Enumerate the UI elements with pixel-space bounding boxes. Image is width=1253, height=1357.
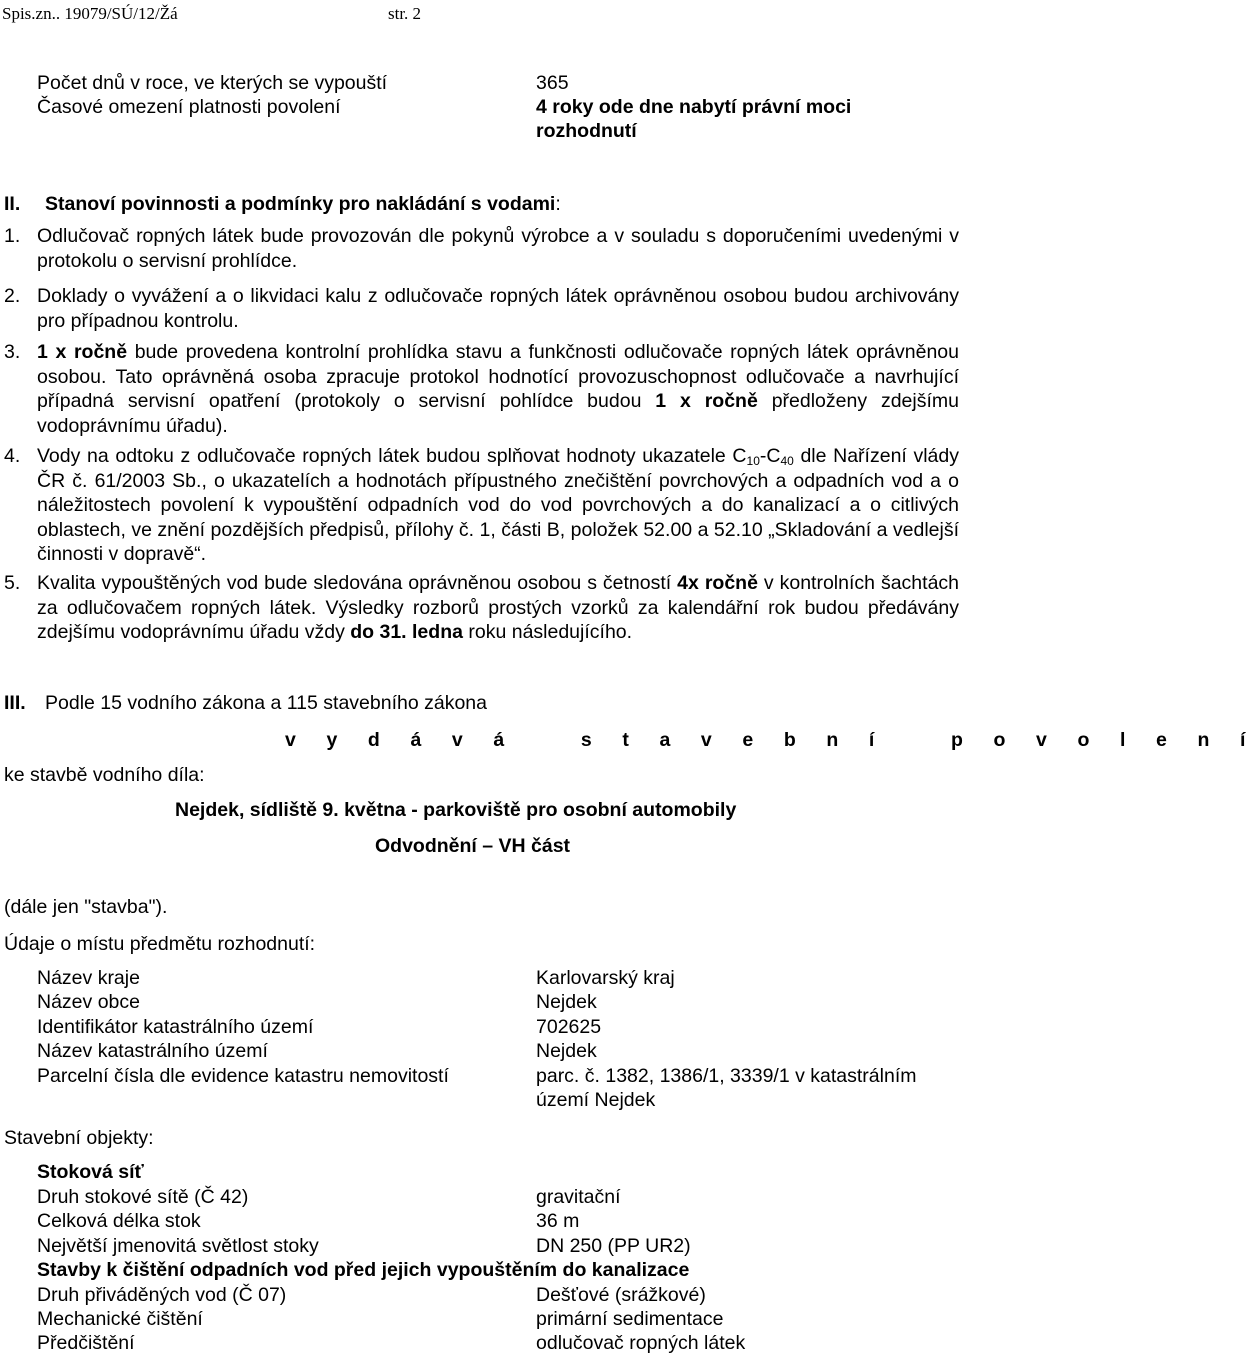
item-4-text: Vody na odtoku z odlučovače ropných látek budou splňovat hodnoty ukazatele $C_{10}-C_{40}$ dle Nařízení vlády ČR č. 61/2003 Sb., o ukazatelích a hodnotách přípustného znečištění povrchových a odpadních vod a o náležitostech povolení k vypouštění odpadních vod do vod povrchových a do kanalizací a o citlivých oblastech, ve znění pozdějších předpisů, přílohy č. 1, části B, položek 52.00 a 52.10 „Skladování a vedlejší činnosti v dopravě“. [37,445,959,565]
item-1-number: 1. [4,225,21,247]
days-label: Počet dnů v roce, ve kterých se vypouští [37,72,388,94]
inflow-type-value: Dešťové (srážkové) [536,1284,706,1306]
project-subtitle: Odvodnění – VH část [375,835,571,857]
section-2-numeral: II. [4,193,21,215]
item-3-text: 1 x ročně bude provedena kontrolní prohlídka stavu a funkčnosti odlučovače ropných látek oprávněnou osobou. Tato oprávněná osoba zpracuje protokol hodnotící provozuschopnost odlučovače a navrhující případná servisní opatření (protokoly o servisní pohlídce budou 1 x ročně předloženy zdejšímu vodoprávnímu úřadu). [37,341,959,437]
mechanical-treatment-value: primární sedimentace [536,1308,724,1330]
mechanical-treatment-label: Mechanické čištění [37,1308,203,1330]
document-reference: Spis.zn.. 19079/SÚ/12/Žá [2,4,178,23]
sewer-length-label: Celková délka stok [37,1210,201,1232]
sewer-heading: Stoková síť [37,1161,144,1183]
region-label: Název kraje [37,967,140,989]
item-5-number: 5. [4,572,21,594]
sewer-type-label: Druh stokové sítě (Č 42) [37,1186,249,1208]
cadastral-name-value: Nejdek [536,1040,597,1062]
objects-title: Stavební objekty: [4,1127,154,1149]
sewer-diameter-value: DN 250 (PP UR2) [536,1235,691,1257]
validity-value-line1: 4 roky ode dne nabytí právní moci [536,96,852,118]
location-title: Údaje o místu předmětu rozhodnutí: [4,933,316,955]
item-1-text: Odlučovač ropných látek bude provozován dle pokynů výrobce a v souladu s doporučeními uvedenými v protokolu o servisní prohlídce. [37,225,959,272]
treatment-heading: Stavby k čištění odpadních vod před jejich vypouštěním do kanalizace [37,1259,690,1281]
sewer-length-value: 36 m [536,1210,580,1232]
cadastral-id-value: 702625 [536,1016,602,1038]
hereinafter-note: (dále jen "stavba"). [4,896,168,918]
inflow-type-label: Druh přiváděných vod (Č 07) [37,1284,287,1306]
region-value: Karlovarský kraj [536,967,675,989]
item-2-text: Doklady o vyvážení a o likvidaci kalu z odlučovače ropných látek oprávněnou osobou budou archivovány pro případnou kontrolu. [37,285,959,332]
parcels-value-line1: parc. č. 1382, 1386/1, 3339/1 v katastrálním [536,1065,917,1087]
section-3-numeral: III. [4,692,26,714]
pretreatment-label: Předčištění [37,1332,135,1354]
issues-permit-heading: v y d á v á s t a v e b n í p o v o l e n í [285,729,1253,751]
parcels-value-line2: území Nejdek [536,1089,656,1111]
municipality-label: Název obce [37,991,140,1013]
sewer-type-value: gravitační [536,1186,621,1208]
validity-value-line2: rozhodnutí [536,120,637,142]
pretreatment-value: odlučovač ropných látek [536,1332,746,1354]
item-2-number: 2. [4,285,21,307]
item-4-number: 4. [4,445,21,467]
page-number: str. 2 [388,4,422,23]
sewer-diameter-label: Největší jmenovitá světlost stoky [37,1235,319,1257]
item-3-number: 3. [4,341,21,363]
validity-label: Časové omezení platnosti povolení [37,96,341,118]
parcels-label: Parcelní čísla dle evidence katastru nemovitostí [37,1065,449,1087]
cadastral-id-label: Identifikátor katastrálního území [37,1016,314,1038]
project-name: Nejdek, sídliště 9. května - parkoviště pro osobní automobily [175,799,737,821]
municipality-value: Nejdek [536,991,597,1013]
section-2-title: Stanoví povinnosti a podmínky pro nakládání s vodami: [45,193,561,215]
days-value: 365 [536,72,569,94]
item-5-text: Kvalita vypouštěných vod bude sledována oprávněnou osobou s četností 4x ročně v kontrolních šachtách za odlučovačem ropných látek. Výsledky rozborů prostých vzorků za kalendářní rok budou předávány zdejšímu vodoprávnímu úřadu vždy do 31. ledna roku následujícího. [37,572,960,643]
cadastral-name-label: Název katastrálního území [37,1040,268,1062]
building-label: ke stavbě vodního díla: [4,764,205,786]
section-3-intro: Podle 15 vodního zákona a 115 stavebního zákona [45,692,487,714]
